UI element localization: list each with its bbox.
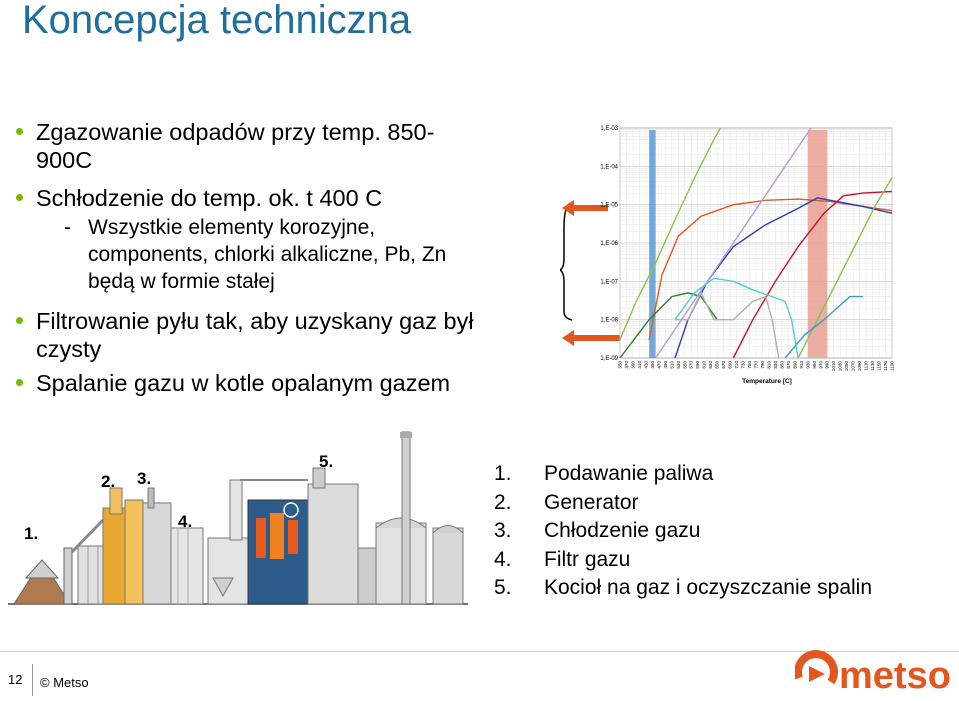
- list-item-number: 2.: [494, 490, 512, 514]
- list-item: [494, 546, 872, 575]
- x-tick-label: 450: [649, 361, 655, 369]
- slide-title: Koncepcja techniczna: [22, 0, 412, 42]
- list-item-text: Kocioł na gaz i oczyszczanie spalin: [544, 576, 873, 599]
- sub-bullet-dash: -: [64, 216, 71, 239]
- x-tick-label: 890: [792, 361, 798, 369]
- x-tick-label: 410: [636, 361, 642, 369]
- left-brace-icon: [560, 203, 572, 320]
- x-tick-label: 750: [747, 361, 753, 369]
- diagram-label-5: 5.: [319, 452, 334, 471]
- x-tick-label: 1070: [850, 361, 856, 372]
- gas-cooling-unit: [143, 488, 203, 604]
- x-tick-label: 1050: [844, 361, 850, 372]
- metso-logo: [795, 648, 955, 701]
- bullet-text: Filtrowanie pyłu tak, aby uzyskany gaz był czysty: [36, 308, 474, 362]
- diagram-label-1: 1.: [24, 524, 39, 543]
- x-tick-label: 630: [708, 361, 714, 369]
- list-item-text: Podawanie paliwa: [544, 462, 714, 485]
- bullet-cooling: [14, 184, 554, 212]
- y-tick-label: 1,E-05: [600, 202, 618, 209]
- diagram-label-2: 2.: [101, 472, 116, 491]
- boiler-unit: [248, 432, 463, 604]
- footer-separator: [32, 664, 33, 696]
- x-tick-label: 1130: [870, 361, 876, 371]
- x-tick-label: 350: [617, 361, 623, 369]
- plot-area: [600, 126, 894, 371]
- list-item: [494, 517, 872, 546]
- x-tick-label: 670: [721, 361, 727, 369]
- list-item-number: 4.: [494, 547, 512, 571]
- y-tick-label: 1,E-04: [600, 164, 618, 171]
- metso-logo-mark-icon: [798, 654, 834, 682]
- x-tick-label: 610: [701, 361, 707, 369]
- list-item-text: Generator: [544, 490, 639, 514]
- x-tick-label: 1150: [876, 361, 882, 371]
- bullet-text: Spalanie gazu w kotle opalanym gazem: [36, 370, 451, 396]
- x-tick-label: 590: [695, 361, 701, 369]
- x-tick-label: 690: [727, 361, 733, 369]
- x-tick-label: 550: [682, 361, 688, 369]
- x-tick-label: 1110: [863, 361, 869, 371]
- bullet-dot-icon: [16, 128, 23, 135]
- x-tick-label: 810: [766, 361, 772, 369]
- bullet-dot-icon: [16, 194, 23, 201]
- sub-bullet-text: Wszystkie elementy korozyjne, components, chlorki alkaliczne, Pb, Zn będą w formie stałej: [88, 216, 447, 293]
- x-tick-label: 470: [656, 361, 662, 369]
- diagram-label-4: 4.: [178, 512, 193, 531]
- x-tick-label: 570: [688, 361, 694, 369]
- x-tick-label: 370: [623, 361, 629, 369]
- x-tick-label: 830: [772, 361, 778, 369]
- x-tick-label: 430: [643, 361, 649, 369]
- sub-bullet-corrosive: [14, 214, 554, 295]
- x-tick-label: 950: [811, 361, 817, 369]
- y-tick-label: 1,E-09: [600, 356, 618, 362]
- process-diagram: [8, 428, 468, 606]
- list-item-text: Chłodzenie gazu: [544, 519, 701, 542]
- y-tick-label: 1,E-07: [600, 279, 618, 286]
- process-list: [494, 460, 872, 603]
- list-item-number: 3.: [494, 519, 512, 542]
- list-item-text: Filtr gazu: [544, 547, 631, 571]
- gasifier-unit: [78, 488, 143, 604]
- y-tick-label: 1,E-03: [600, 126, 618, 132]
- list-item: [494, 574, 872, 603]
- footer-copyright: © Metso: [40, 675, 89, 690]
- x-tick-label: 790: [759, 361, 765, 369]
- x-tick-label: 870: [785, 361, 791, 369]
- x-tick-label: 910: [798, 361, 804, 369]
- bullet-dot-icon: [16, 379, 23, 386]
- diagram-label-3: 3.: [137, 469, 152, 488]
- vapor-pressure-chart: [560, 118, 896, 390]
- bullet-dot-icon: [16, 317, 23, 324]
- bullet-filtering: [14, 307, 554, 363]
- x-tick-label: 770: [753, 361, 759, 369]
- x-tick-label: 390: [630, 361, 636, 369]
- x-tick-label: 930: [805, 361, 811, 369]
- bullet-combustion: [14, 369, 554, 397]
- metso-logo-text: metso: [839, 655, 951, 696]
- chart-container: [560, 118, 896, 395]
- highlight-band: [808, 130, 827, 358]
- list-item: [494, 460, 872, 489]
- x-tick-label: 510: [669, 361, 675, 369]
- x-tick-label: 1010: [831, 361, 837, 372]
- x-tick-label: 970: [818, 361, 824, 369]
- x-tick-label: 530: [675, 361, 681, 369]
- x-tick-label: 1190: [889, 361, 895, 371]
- list-item-number: 5.: [494, 576, 512, 599]
- x-tick-label: 1030: [837, 361, 843, 372]
- x-tick-label: 1090: [857, 361, 863, 372]
- x-tick-label: 850: [779, 361, 785, 369]
- x-tick-label: 1170: [883, 361, 889, 371]
- list-item-number: 1.: [494, 462, 512, 485]
- x-tick-label: 710: [734, 361, 740, 369]
- y-tick-label: 1,E-08: [600, 317, 618, 324]
- bullet-text: Schłodzenie do temp. ok. t 400 C: [36, 185, 383, 211]
- x-axis-label: Temperature [C]: [742, 378, 792, 385]
- page-number: 12: [8, 672, 23, 687]
- x-tick-label: 990: [824, 361, 830, 369]
- y-tick-label: 1,E-06: [600, 241, 618, 247]
- bullet-list: [14, 118, 554, 407]
- bullet-text: Zgazowanie odpadów przy temp. 850- 900C: [36, 119, 435, 173]
- bullet-gasification: [14, 118, 554, 174]
- x-tick-label: 490: [662, 361, 668, 369]
- x-tick-label: 730: [740, 361, 746, 369]
- list-item: [494, 489, 872, 518]
- x-tick-label: 650: [714, 361, 720, 369]
